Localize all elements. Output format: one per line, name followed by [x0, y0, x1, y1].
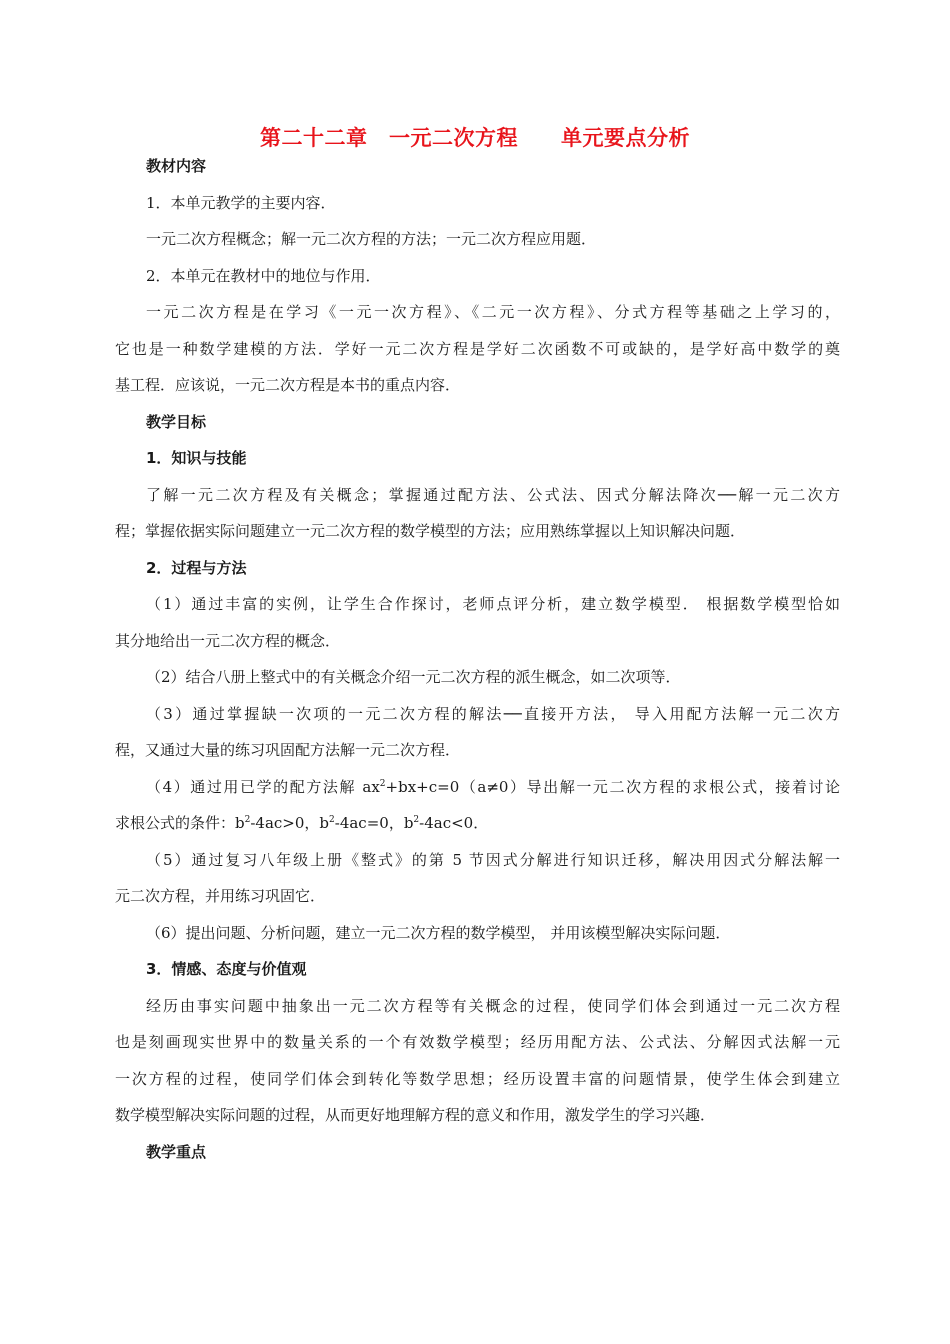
subsection-knowledge-skills: 1．知识与技能: [146, 449, 247, 467]
paragraph: 了解一元二次方程及有关概念；掌握通过配方法、公式法、因式分解法降次──解一元二次方: [146, 485, 840, 504]
list-item-continuation: 程，又通过大量的练习巩固配方法解一元二次方程．: [115, 741, 461, 759]
text-segment: （4）通过用已学的配方法解 ax: [146, 777, 380, 796]
list-item-continuation: 其分地给出一元二次方程的概念．: [115, 631, 341, 650]
paragraph: 它也是一种数学建模的方法．学好一元二次方程是学好二次函数不可或缺的，是学好高中数学的奠: [115, 339, 840, 358]
document-body: [115, 148, 840, 1170]
section-heading-goals: 教学目标: [146, 412, 207, 431]
list-item-continuation: [115, 805, 840, 842]
section-heading-focus: 教学重点: [146, 1142, 207, 1161]
text-segment: -4ac<0．: [419, 814, 489, 832]
subsection-role: 2．本单元在教材中的地位与作用．: [146, 266, 381, 285]
text-segment: -4ac=0，b: [334, 814, 414, 832]
list-item-continuation: 元二次方程，并用练习巩固它．: [115, 887, 326, 905]
paragraph: 基工程．应该说，一元二次方程是本书的重点内容．: [115, 376, 461, 394]
paragraph: 一元二次方程概念；解一元二次方程的方法；一元二次方程应用题．: [146, 230, 597, 248]
list-item: （1）通过丰富的实例，让学生合作探讨，老师点评分析，建立数学模型． 根据数学模型恰如: [146, 595, 840, 613]
paragraph: 也是刻画现实世界中的数量关系的一个有效数学模型；经历用配方法、公式法、分解因式法解一元: [115, 1033, 840, 1051]
text-segment: 求根公式的条件：b: [115, 814, 245, 832]
section-heading-content: 教材内容: [146, 157, 207, 175]
paragraph: 数学模型解决实际问题的过程，从而更好地理解方程的意义和作用，激发学生的学习兴趣．: [115, 1106, 716, 1124]
subsection-process-methods: 2．过程与方法: [146, 558, 247, 577]
list-item: [115, 769, 840, 806]
list-item: （6）提出问题、分析问题，建立一元二次方程的数学模型， 并用该模型解决实际问题．: [146, 923, 731, 942]
superscript: 2: [329, 815, 335, 825]
superscript: 2: [379, 778, 386, 789]
paragraph: 一次方程的过程，使同学们体会到转化等数学思想；经历设置丰富的问题情景，使学生体会到建立: [115, 1069, 840, 1088]
text-segment: +bx+c=0（a≠0）导出解一元二次方程的求根公式，接着讨论: [385, 777, 840, 796]
paragraph: 经历由事实问题中抽象出一元二次方程等有关概念的过程，使同学们体会到通过一元二次方程: [146, 996, 840, 1015]
list-item: （5）通过复习八年级上册《整式》的第 5 节因式分解进行知识迁移，解决用因式分解法解一: [146, 850, 840, 869]
subsection-attitudes-values: 3．情感、态度与价值观: [146, 960, 307, 978]
page-title: 第二十二章 一元二次方程 单元要点分析: [260, 126, 690, 150]
subsection-main-content: 1．本单元教学的主要内容．: [146, 193, 336, 212]
list-item: （3）通过掌握缺一次项的一元二次方程的解法──直接开方法， 导入用配方法解一元二次方: [146, 704, 840, 723]
list-item: （2）结合八册上整式中的有关概念介绍一元二次方程的派生概念，如二次项等．: [146, 668, 681, 686]
paragraph: 程；掌握依据实际问题建立一元二次方程的数学模型的方法；应用熟练掌握以上知识解决问题．: [115, 522, 746, 540]
text-segment: -4ac>0，b: [250, 814, 330, 832]
paragraph: 一元二次方程是在学习《一元一次方程》、《二元一次方程》、分式方程等基础之上学习的，: [146, 303, 840, 321]
superscript: 2: [244, 815, 251, 825]
superscript: 2: [413, 815, 420, 825]
